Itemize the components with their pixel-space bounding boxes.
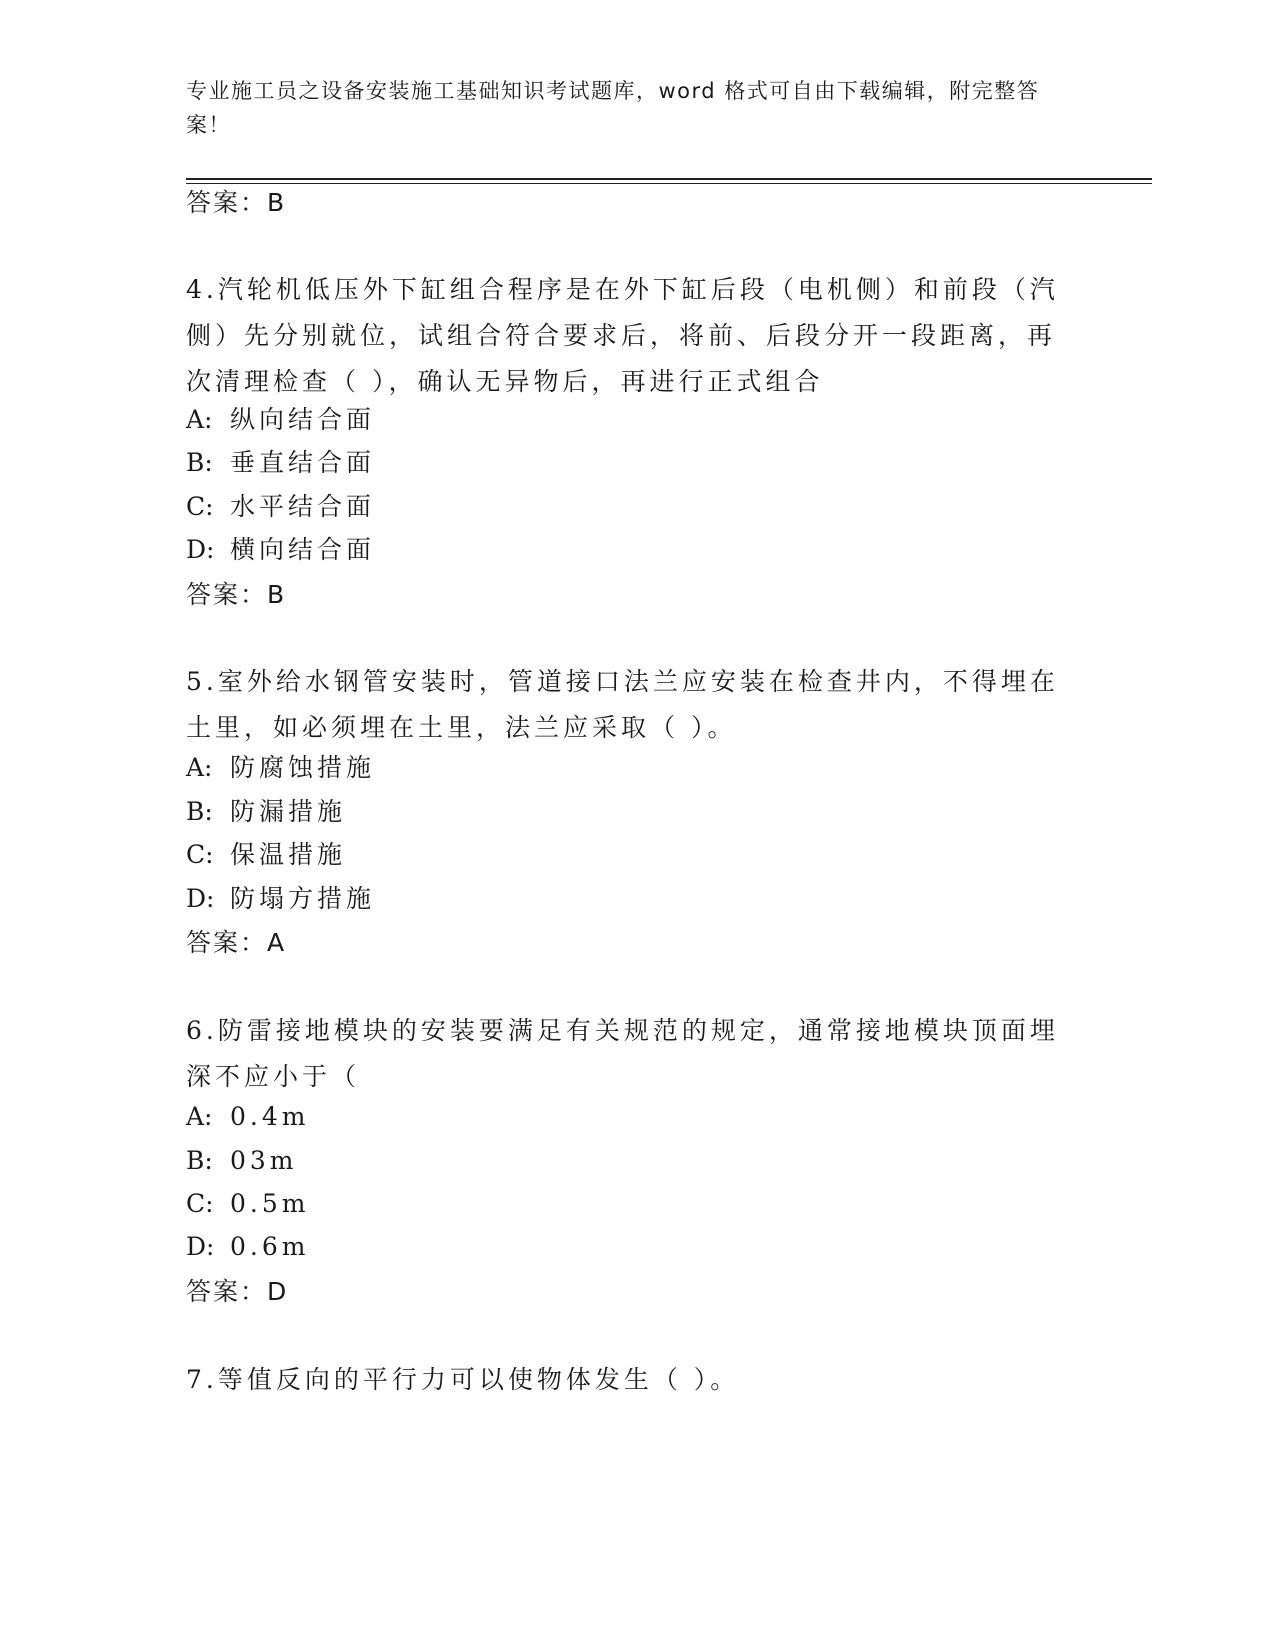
answer-line: 答案：B bbox=[186, 580, 287, 609]
option-label: A: bbox=[186, 753, 213, 782]
option-label: D: bbox=[186, 535, 215, 564]
option-a bbox=[186, 403, 375, 437]
option-label: C: bbox=[186, 1189, 214, 1218]
option-b bbox=[186, 1144, 298, 1178]
option-d bbox=[186, 1230, 309, 1264]
option-c bbox=[186, 490, 375, 524]
answer-line: 答案：D bbox=[186, 1277, 289, 1306]
question-text: 5.室外给水钢管安装时，管道接口法兰应安装在检查井内，不得埋在土里，如必须埋在土里，法兰应采取（ ）。 bbox=[186, 667, 1059, 742]
option-label: A: bbox=[186, 1102, 213, 1131]
answer-line: 答案：A bbox=[186, 928, 287, 957]
option-text: 保温措施 bbox=[230, 840, 347, 869]
option-label: B: bbox=[186, 448, 213, 477]
option-label: C: bbox=[186, 492, 214, 521]
header-divider bbox=[186, 178, 1152, 180]
option-d bbox=[186, 882, 375, 916]
option-b bbox=[186, 446, 375, 480]
option-label: B: bbox=[186, 797, 213, 826]
header-note: 专业施工员之设备安装施工基础知识考试题库，word 格式可自由下载编辑，附完整答案！ bbox=[186, 79, 1040, 137]
option-text: 0.5m bbox=[230, 1189, 310, 1218]
option-text: 0.4m bbox=[230, 1102, 310, 1131]
option-text: 防塌方措施 bbox=[230, 884, 376, 913]
option-label: A: bbox=[186, 405, 213, 434]
option-a bbox=[186, 1100, 309, 1134]
question-text: 6.防雷接地模块的安装要满足有关规范的规定，通常接地模块顶面埋深不应小于（ bbox=[186, 1016, 1059, 1091]
option-text: 防腐蚀措施 bbox=[230, 753, 376, 782]
option-label: B: bbox=[186, 1146, 213, 1175]
option-text: 0.6m bbox=[230, 1232, 310, 1261]
option-text: 03m bbox=[230, 1146, 298, 1175]
question-text: 4.汽轮机低压外下缸组合程序是在外下缸后段（电机侧）和前段（汽侧）先分别就位，试组合符合要求后，将前、后段分开一段距离，再次清理检查（ ），确认无异物后，再进行正式组合 bbox=[186, 275, 1059, 396]
option-label: D: bbox=[186, 1232, 215, 1261]
option-c bbox=[186, 838, 346, 872]
option-text: 水平结合面 bbox=[230, 492, 376, 521]
option-label: C: bbox=[186, 840, 214, 869]
option-text: 横向结合面 bbox=[230, 535, 376, 564]
question-text: 7.等值反向的平行力可以使物体发生（ ）。 bbox=[186, 1365, 740, 1394]
option-text: 垂直结合面 bbox=[230, 448, 376, 477]
option-label: D: bbox=[186, 884, 215, 913]
answer-line: 答案：B bbox=[186, 188, 287, 217]
option-c bbox=[186, 1187, 309, 1221]
option-d bbox=[186, 533, 375, 567]
option-b bbox=[186, 795, 346, 829]
option-text: 防漏措施 bbox=[230, 797, 347, 826]
option-a bbox=[186, 751, 375, 785]
option-text: 纵向结合面 bbox=[230, 405, 376, 434]
header-divider-thin bbox=[186, 183, 1152, 184]
